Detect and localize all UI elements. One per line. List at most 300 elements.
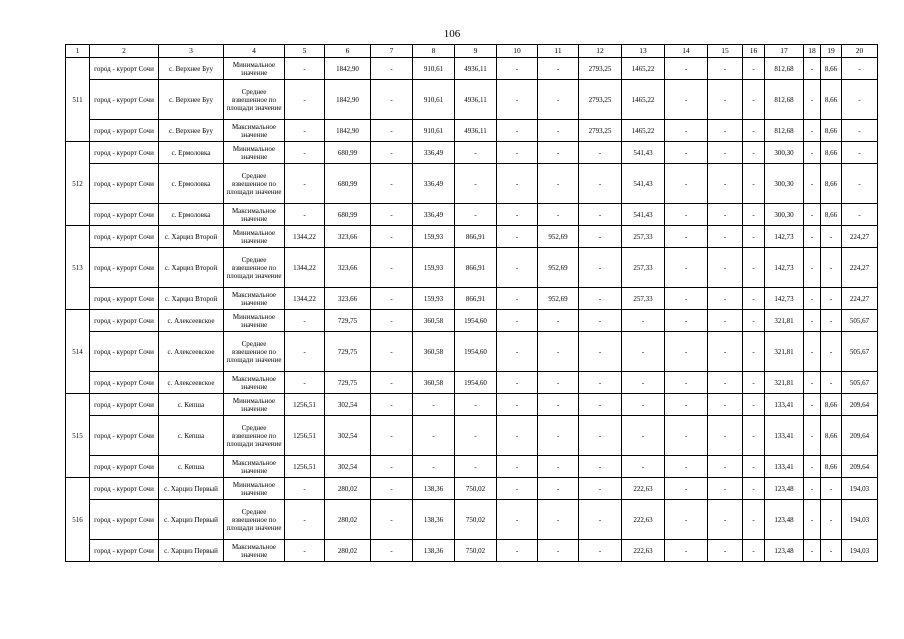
- value-cell: 812,68: [765, 120, 804, 142]
- value-cell: -: [804, 164, 821, 204]
- value-cell: 224,27: [842, 288, 878, 310]
- value-cell: -: [579, 288, 622, 310]
- value-cell: -: [743, 248, 765, 288]
- value-cell: -: [821, 288, 842, 310]
- value-cell: 321,81: [765, 310, 804, 332]
- value-cell: -: [708, 288, 743, 310]
- value-cell: -: [285, 204, 325, 226]
- value-cell: -: [743, 120, 765, 142]
- value-cell: -: [538, 142, 579, 164]
- column-header: 2: [90, 45, 159, 58]
- value-cell: -: [804, 288, 821, 310]
- value-cell: -: [371, 204, 413, 226]
- value-cell: 138,36: [413, 540, 455, 562]
- value-cell: -: [743, 58, 765, 80]
- municipality-cell: город - курорт Сочи: [90, 394, 159, 416]
- value-cell: -: [371, 248, 413, 288]
- value-cell: 4936,11: [455, 120, 497, 142]
- group-id-cell: 511: [66, 58, 90, 142]
- value-cell: 209,64: [842, 416, 878, 456]
- value-cell: -: [821, 310, 842, 332]
- value-cell: -: [371, 142, 413, 164]
- value-cell: -: [285, 120, 325, 142]
- value-cell: 1954,60: [455, 332, 497, 372]
- value-cell: -: [743, 456, 765, 478]
- table-row: [66, 142, 878, 164]
- value-type-cell: Минимальное значение: [224, 394, 285, 416]
- value-cell: -: [708, 248, 743, 288]
- value-cell: -: [497, 500, 538, 540]
- value-cell: -: [804, 120, 821, 142]
- value-cell: -: [804, 416, 821, 456]
- municipality-cell: город - курорт Сочи: [90, 478, 159, 500]
- value-cell: -: [665, 372, 708, 394]
- value-cell: 224,27: [842, 226, 878, 248]
- value-cell: -: [743, 478, 765, 500]
- value-cell: 123,48: [765, 478, 804, 500]
- value-cell: -: [708, 120, 743, 142]
- value-cell: -: [285, 310, 325, 332]
- value-cell: -: [842, 120, 878, 142]
- value-cell: 1465,22: [622, 120, 665, 142]
- value-cell: 1954,60: [455, 310, 497, 332]
- value-cell: -: [455, 416, 497, 456]
- table-row: [66, 332, 878, 372]
- column-header: 9: [455, 45, 497, 58]
- value-cell: -: [665, 500, 708, 540]
- value-cell: 1256,51: [285, 394, 325, 416]
- value-cell: 680,99: [325, 142, 371, 164]
- municipality-cell: город - курорт Сочи: [90, 500, 159, 540]
- value-cell: -: [665, 226, 708, 248]
- settlement-cell: с. Харциз Первый: [159, 478, 224, 500]
- value-cell: -: [743, 288, 765, 310]
- value-type-cell: Максимальное значение: [224, 288, 285, 310]
- value-cell: 541,43: [622, 164, 665, 204]
- municipality-cell: город - курорт Сочи: [90, 540, 159, 562]
- column-header: 16: [743, 45, 765, 58]
- value-cell: 159,93: [413, 248, 455, 288]
- page-number: 106: [443, 28, 461, 40]
- value-cell: -: [665, 540, 708, 562]
- value-cell: -: [413, 416, 455, 456]
- column-header: 20: [842, 45, 878, 58]
- value-cell: -: [579, 478, 622, 500]
- value-cell: 505,67: [842, 310, 878, 332]
- value-cell: 133,41: [765, 394, 804, 416]
- value-cell: 336,49: [413, 164, 455, 204]
- value-cell: -: [497, 80, 538, 120]
- table-row: [66, 164, 878, 204]
- value-cell: 952,69: [538, 226, 579, 248]
- value-type-cell: Минимальное значение: [224, 310, 285, 332]
- value-cell: -: [497, 120, 538, 142]
- settlement-cell: с. Алексеевское: [159, 372, 224, 394]
- value-cell: -: [665, 164, 708, 204]
- value-cell: -: [285, 372, 325, 394]
- value-cell: 505,67: [842, 332, 878, 372]
- value-cell: -: [842, 204, 878, 226]
- value-cell: -: [579, 310, 622, 332]
- group-id-cell: 513: [66, 226, 90, 310]
- value-cell: -: [804, 394, 821, 416]
- value-cell: -: [708, 372, 743, 394]
- value-cell: -: [804, 226, 821, 248]
- value-cell: -: [455, 456, 497, 478]
- value-cell: 8,66: [821, 80, 842, 120]
- value-cell: 280,02: [325, 540, 371, 562]
- value-cell: -: [285, 142, 325, 164]
- value-cell: 123,48: [765, 540, 804, 562]
- value-cell: -: [455, 204, 497, 226]
- value-cell: 159,93: [413, 288, 455, 310]
- value-cell: -: [708, 204, 743, 226]
- value-cell: -: [708, 478, 743, 500]
- value-cell: -: [743, 416, 765, 456]
- value-cell: -: [538, 416, 579, 456]
- table-row: [66, 120, 878, 142]
- value-cell: 910,61: [413, 58, 455, 80]
- value-cell: -: [285, 478, 325, 500]
- value-cell: 1344,22: [285, 226, 325, 248]
- municipality-cell: город - курорт Сочи: [90, 372, 159, 394]
- value-cell: 866,91: [455, 226, 497, 248]
- value-cell: -: [497, 540, 538, 562]
- value-cell: -: [579, 500, 622, 540]
- value-cell: 209,64: [842, 394, 878, 416]
- value-cell: -: [538, 204, 579, 226]
- value-cell: -: [579, 142, 622, 164]
- value-cell: 541,43: [622, 204, 665, 226]
- value-cell: 750,02: [455, 540, 497, 562]
- value-cell: -: [821, 226, 842, 248]
- value-cell: 8,66: [821, 58, 842, 80]
- value-cell: 321,81: [765, 332, 804, 372]
- value-cell: -: [285, 164, 325, 204]
- group-id-cell: 515: [66, 394, 90, 478]
- column-header: 3: [159, 45, 224, 58]
- value-cell: -: [579, 248, 622, 288]
- value-cell: -: [371, 288, 413, 310]
- table-row: [66, 456, 878, 478]
- value-cell: -: [842, 58, 878, 80]
- value-cell: -: [538, 80, 579, 120]
- value-cell: 8,66: [821, 142, 842, 164]
- value-type-cell: Максимальное значение: [224, 120, 285, 142]
- value-cell: -: [538, 394, 579, 416]
- value-cell: 1842,90: [325, 80, 371, 120]
- column-header: 13: [622, 45, 665, 58]
- value-type-cell: Среднее взвешенное по площади значение: [224, 332, 285, 372]
- settlement-cell: с. Харциз Второй: [159, 248, 224, 288]
- value-cell: 910,61: [413, 120, 455, 142]
- value-cell: -: [665, 456, 708, 478]
- value-cell: 159,93: [413, 226, 455, 248]
- value-cell: -: [622, 310, 665, 332]
- settlement-cell: с. Харциз Первый: [159, 540, 224, 562]
- value-cell: -: [743, 500, 765, 540]
- value-cell: -: [743, 540, 765, 562]
- value-cell: 1344,22: [285, 288, 325, 310]
- value-cell: -: [497, 456, 538, 478]
- value-cell: -: [285, 80, 325, 120]
- value-cell: -: [665, 478, 708, 500]
- municipality-cell: город - курорт Сочи: [90, 142, 159, 164]
- value-cell: -: [497, 58, 538, 80]
- value-cell: -: [622, 456, 665, 478]
- value-cell: 812,68: [765, 80, 804, 120]
- settlement-cell: с. Верхнее Буу: [159, 58, 224, 80]
- value-cell: 8,66: [821, 456, 842, 478]
- value-cell: 194,03: [842, 478, 878, 500]
- value-cell: 541,43: [622, 142, 665, 164]
- value-cell: -: [821, 540, 842, 562]
- value-cell: 812,68: [765, 58, 804, 80]
- settlement-cell: с. Верхнее Буу: [159, 80, 224, 120]
- column-header: 4: [224, 45, 285, 58]
- value-cell: -: [708, 540, 743, 562]
- column-header: 1: [66, 45, 90, 58]
- value-cell: 4936,11: [455, 58, 497, 80]
- value-cell: -: [579, 394, 622, 416]
- value-cell: 222,63: [622, 540, 665, 562]
- value-cell: 142,73: [765, 248, 804, 288]
- value-cell: 360,58: [413, 310, 455, 332]
- value-cell: 336,49: [413, 142, 455, 164]
- value-cell: -: [665, 394, 708, 416]
- value-cell: -: [497, 372, 538, 394]
- value-cell: -: [743, 142, 765, 164]
- group-id-cell: 512: [66, 142, 90, 226]
- value-cell: 257,33: [622, 226, 665, 248]
- municipality-cell: город - курорт Сочи: [90, 120, 159, 142]
- value-type-cell: Максимальное значение: [224, 204, 285, 226]
- value-cell: -: [371, 456, 413, 478]
- value-cell: -: [371, 394, 413, 416]
- value-cell: 142,73: [765, 226, 804, 248]
- value-cell: 952,69: [538, 288, 579, 310]
- value-cell: -: [708, 226, 743, 248]
- value-cell: 209,64: [842, 456, 878, 478]
- value-cell: 750,02: [455, 500, 497, 540]
- value-cell: -: [665, 120, 708, 142]
- value-cell: 866,91: [455, 248, 497, 288]
- value-cell: -: [708, 500, 743, 540]
- value-cell: 321,81: [765, 372, 804, 394]
- value-cell: -: [413, 394, 455, 416]
- value-type-cell: Максимальное значение: [224, 456, 285, 478]
- value-cell: -: [804, 372, 821, 394]
- value-cell: -: [804, 248, 821, 288]
- value-cell: 280,02: [325, 500, 371, 540]
- value-cell: -: [579, 372, 622, 394]
- value-cell: -: [285, 500, 325, 540]
- value-cell: 1842,90: [325, 58, 371, 80]
- settlement-cell: с. Кепша: [159, 394, 224, 416]
- value-cell: -: [371, 120, 413, 142]
- value-cell: 360,58: [413, 372, 455, 394]
- value-cell: -: [538, 456, 579, 478]
- value-cell: -: [821, 372, 842, 394]
- value-cell: -: [708, 394, 743, 416]
- value-cell: 280,02: [325, 478, 371, 500]
- value-type-cell: Среднее взвешенное по площади значение: [224, 80, 285, 120]
- value-cell: -: [665, 310, 708, 332]
- value-cell: -: [842, 142, 878, 164]
- settlement-cell: с. Ермоловка: [159, 204, 224, 226]
- value-cell: -: [821, 500, 842, 540]
- value-cell: -: [804, 500, 821, 540]
- value-cell: -: [371, 416, 413, 456]
- value-cell: -: [665, 248, 708, 288]
- value-cell: -: [497, 416, 538, 456]
- municipality-cell: город - курорт Сочи: [90, 226, 159, 248]
- settlement-cell: с. Алексеевское: [159, 332, 224, 372]
- value-cell: -: [497, 142, 538, 164]
- value-cell: -: [497, 310, 538, 332]
- value-cell: 729,75: [325, 332, 371, 372]
- value-cell: -: [743, 332, 765, 372]
- value-cell: 729,75: [325, 310, 371, 332]
- table-row: [66, 288, 878, 310]
- value-type-cell: Среднее взвешенное по площади значение: [224, 500, 285, 540]
- municipality-cell: город - курорт Сочи: [90, 416, 159, 456]
- value-cell: -: [285, 332, 325, 372]
- municipality-cell: город - курорт Сочи: [90, 288, 159, 310]
- table-row: [66, 478, 878, 500]
- value-type-cell: Минимальное значение: [224, 142, 285, 164]
- value-cell: -: [821, 332, 842, 372]
- value-type-cell: Среднее взвешенное по площади значение: [224, 248, 285, 288]
- value-cell: -: [455, 164, 497, 204]
- value-cell: -: [665, 332, 708, 372]
- value-cell: -: [708, 332, 743, 372]
- value-cell: -: [842, 164, 878, 204]
- settlement-cell: с. Ермоловка: [159, 142, 224, 164]
- table-row: [66, 80, 878, 120]
- value-cell: -: [497, 248, 538, 288]
- value-cell: 1954,60: [455, 372, 497, 394]
- value-type-cell: Среднее взвешенное по площади значение: [224, 416, 285, 456]
- value-cell: -: [804, 204, 821, 226]
- table-row: [66, 372, 878, 394]
- value-type-cell: Минимальное значение: [224, 478, 285, 500]
- table-row: [66, 58, 878, 80]
- column-header: 11: [538, 45, 579, 58]
- value-cell: -: [455, 394, 497, 416]
- value-cell: -: [622, 394, 665, 416]
- value-cell: -: [497, 226, 538, 248]
- value-cell: -: [743, 372, 765, 394]
- settlement-cell: с. Верхнее Буу: [159, 120, 224, 142]
- value-cell: -: [371, 164, 413, 204]
- value-cell: -: [708, 456, 743, 478]
- value-cell: -: [497, 288, 538, 310]
- value-type-cell: Минимальное значение: [224, 58, 285, 80]
- value-cell: -: [579, 456, 622, 478]
- value-cell: -: [622, 372, 665, 394]
- column-header: 17: [765, 45, 804, 58]
- municipality-cell: город - курорт Сочи: [90, 80, 159, 120]
- value-cell: -: [804, 540, 821, 562]
- table-row: [66, 416, 878, 456]
- column-header: 19: [821, 45, 842, 58]
- value-cell: 300,30: [765, 142, 804, 164]
- value-cell: -: [821, 478, 842, 500]
- value-cell: -: [708, 58, 743, 80]
- value-cell: -: [497, 332, 538, 372]
- table-row: [66, 248, 878, 288]
- settlement-cell: с. Ермоловка: [159, 164, 224, 204]
- value-type-cell: Минимальное значение: [224, 226, 285, 248]
- value-cell: 138,36: [413, 500, 455, 540]
- value-cell: 133,41: [765, 416, 804, 456]
- value-cell: 323,66: [325, 288, 371, 310]
- value-cell: 2793,25: [579, 80, 622, 120]
- column-header: 14: [665, 45, 708, 58]
- value-cell: -: [371, 226, 413, 248]
- municipality-cell: город - курорт Сочи: [90, 456, 159, 478]
- value-cell: 302,54: [325, 394, 371, 416]
- value-cell: 302,54: [325, 416, 371, 456]
- table-row: [66, 204, 878, 226]
- value-cell: -: [665, 288, 708, 310]
- value-cell: 8,66: [821, 204, 842, 226]
- settlement-cell: с. Алексеевское: [159, 310, 224, 332]
- value-cell: 142,73: [765, 288, 804, 310]
- value-cell: 222,63: [622, 500, 665, 540]
- value-cell: 257,33: [622, 288, 665, 310]
- value-cell: -: [579, 226, 622, 248]
- column-header: 15: [708, 45, 743, 58]
- value-type-cell: Максимальное значение: [224, 540, 285, 562]
- value-cell: -: [665, 80, 708, 120]
- value-cell: 729,75: [325, 372, 371, 394]
- municipality-cell: город - курорт Сочи: [90, 58, 159, 80]
- municipality-cell: город - курорт Сочи: [90, 204, 159, 226]
- value-cell: 1842,90: [325, 120, 371, 142]
- group-id-cell: 514: [66, 310, 90, 394]
- value-cell: -: [708, 80, 743, 120]
- value-cell: -: [804, 478, 821, 500]
- value-cell: 1344,22: [285, 248, 325, 288]
- value-cell: -: [622, 416, 665, 456]
- value-type-cell: Максимальное значение: [224, 372, 285, 394]
- value-cell: 133,41: [765, 456, 804, 478]
- value-cell: -: [538, 310, 579, 332]
- value-cell: -: [708, 310, 743, 332]
- value-cell: 336,49: [413, 204, 455, 226]
- table-row: [66, 226, 878, 248]
- value-cell: 138,36: [413, 478, 455, 500]
- settlement-cell: с. Харциз Первый: [159, 500, 224, 540]
- value-cell: 323,66: [325, 226, 371, 248]
- column-header: 8: [413, 45, 455, 58]
- value-cell: 680,99: [325, 164, 371, 204]
- value-cell: -: [743, 80, 765, 120]
- value-cell: -: [804, 58, 821, 80]
- value-cell: -: [665, 58, 708, 80]
- value-cell: -: [708, 416, 743, 456]
- value-cell: -: [743, 164, 765, 204]
- value-cell: -: [371, 372, 413, 394]
- value-cell: -: [371, 332, 413, 372]
- value-cell: -: [371, 58, 413, 80]
- municipality-cell: город - курорт Сочи: [90, 248, 159, 288]
- value-cell: -: [497, 394, 538, 416]
- value-cell: -: [804, 332, 821, 372]
- value-cell: 8,66: [821, 416, 842, 456]
